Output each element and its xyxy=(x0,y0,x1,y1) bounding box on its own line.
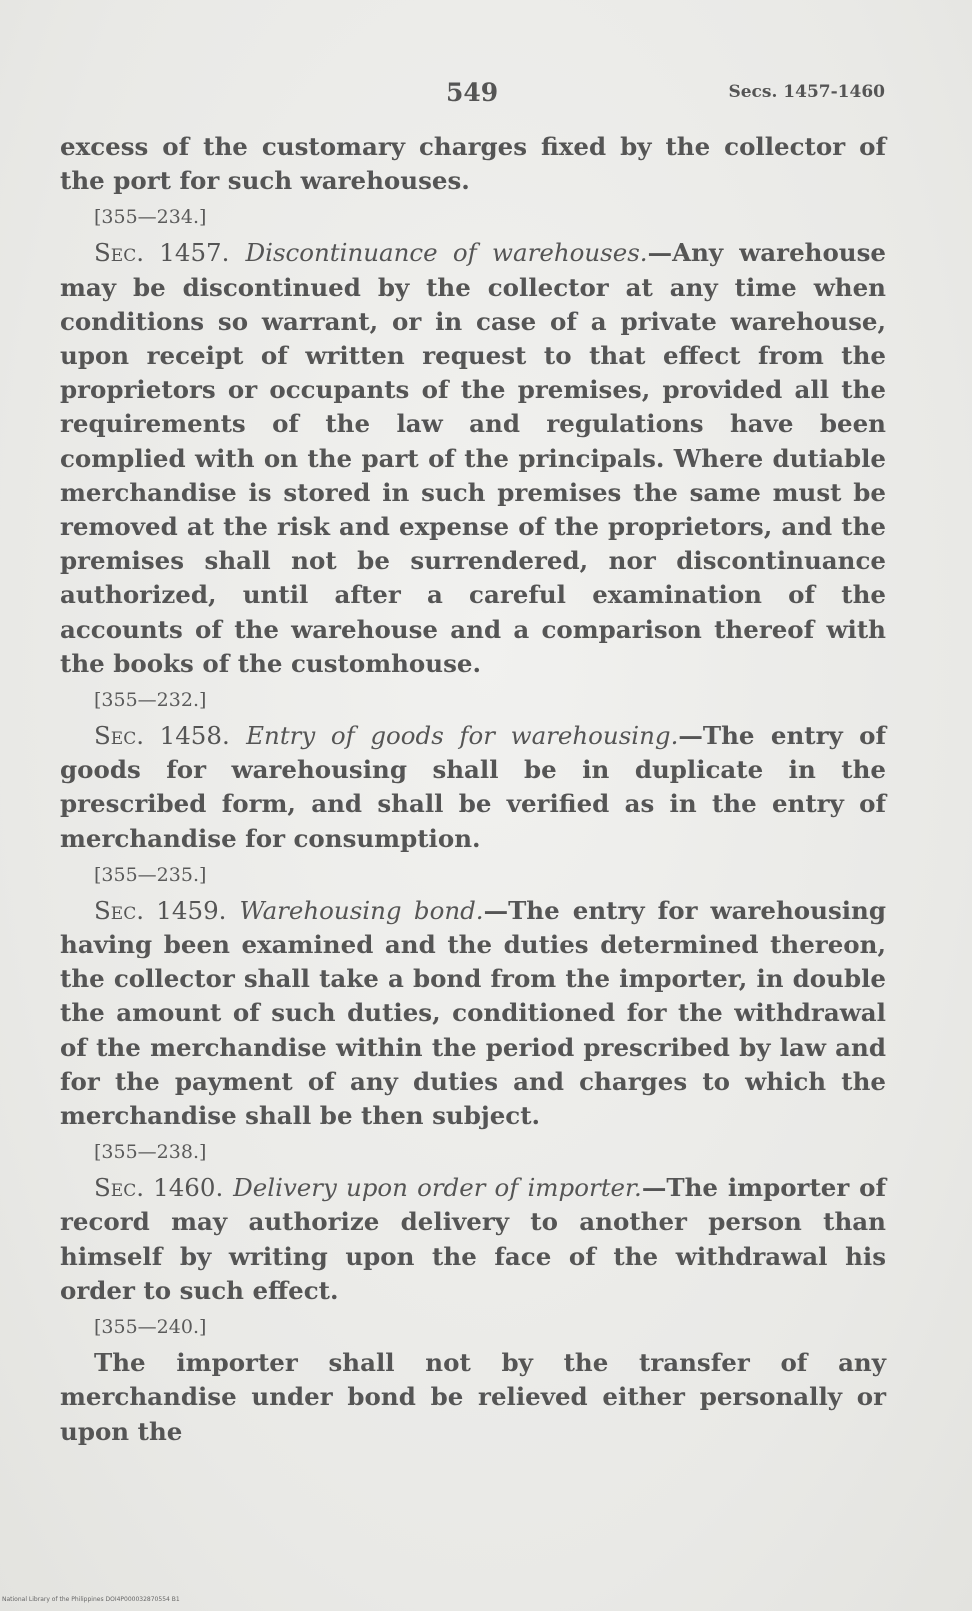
page-header xyxy=(0,78,972,112)
page-number: 549 xyxy=(446,78,499,107)
citation: [355—238.] xyxy=(94,1141,207,1164)
section-1459 xyxy=(60,894,886,1133)
citation: [355—234.] xyxy=(94,206,207,229)
section-1457 xyxy=(60,236,886,681)
section-label: Sec. 1459. xyxy=(94,895,227,925)
section-title: Warehousing bond. xyxy=(239,895,484,925)
citation: [355—232.] xyxy=(94,689,207,712)
section-label: Sec. 1457. xyxy=(94,238,230,268)
section-title: Entry of goods for warehousing. xyxy=(246,721,679,751)
section-1458 xyxy=(60,719,886,856)
section-text: —Any warehouse may be discontinued by the collector at any time when conditions so warrant, or in case of a private warehouse, upon receipt of written request to that effect from the proprietors or occupants of the premises, provided all the requirements of the law and regulations have been complied with on the part of the principals. Where dutiable merchandise is stored in such premises the same must be removed at the risk and expense of the proprietors, and the premises shall not be surrendered, nor discontinuance authorized, until after a careful examination of the accounts of the warehouse and a comparison thereof with the books of the customhouse. xyxy=(60,238,887,678)
section-1460 xyxy=(60,1171,886,1308)
running-head: Secs. 1457-1460 xyxy=(728,82,885,102)
section-label: Sec. 1458. xyxy=(94,721,230,751)
section-label: Sec. 1460. xyxy=(94,1173,224,1203)
section-text: —The importer of record may authorize delivery to another person than himself by writing upon the face of the withdrawal his order to such effect. xyxy=(60,1173,887,1305)
scan-footer: National Library of the Philippines DOI4P000032870554 B1 xyxy=(2,1596,180,1603)
section-text: —The entry for warehousing having been examined and the duties determined thereon, the collector shall take a bond from the importer, in double the amount of such duties, conditioned for the withdrawal of the merchandise within the period prescribed by law and for the payment of any duties and charges to which the merchandise shall be then subject. xyxy=(60,895,887,1131)
section-title: Delivery upon order of importer. xyxy=(233,1173,642,1203)
section-title: Discontinuance of warehouses. xyxy=(245,238,648,268)
opening-paragraph: excess of the customary charges fixed by the collector of the port for such warehouses. xyxy=(60,132,886,196)
citation: [355—235.] xyxy=(94,863,207,886)
citation: [355—240.] xyxy=(94,1316,207,1339)
section-text: —The entry of goods for warehousing shall be in duplicate in the prescribed form, and shall be verified as in the entry of merchandise for consumption. xyxy=(60,721,887,853)
text-body xyxy=(60,130,886,1449)
closing-paragraph: The importer shall not by the transfer of any merchandise under bond be relieved either personally or upon the xyxy=(60,1348,886,1446)
